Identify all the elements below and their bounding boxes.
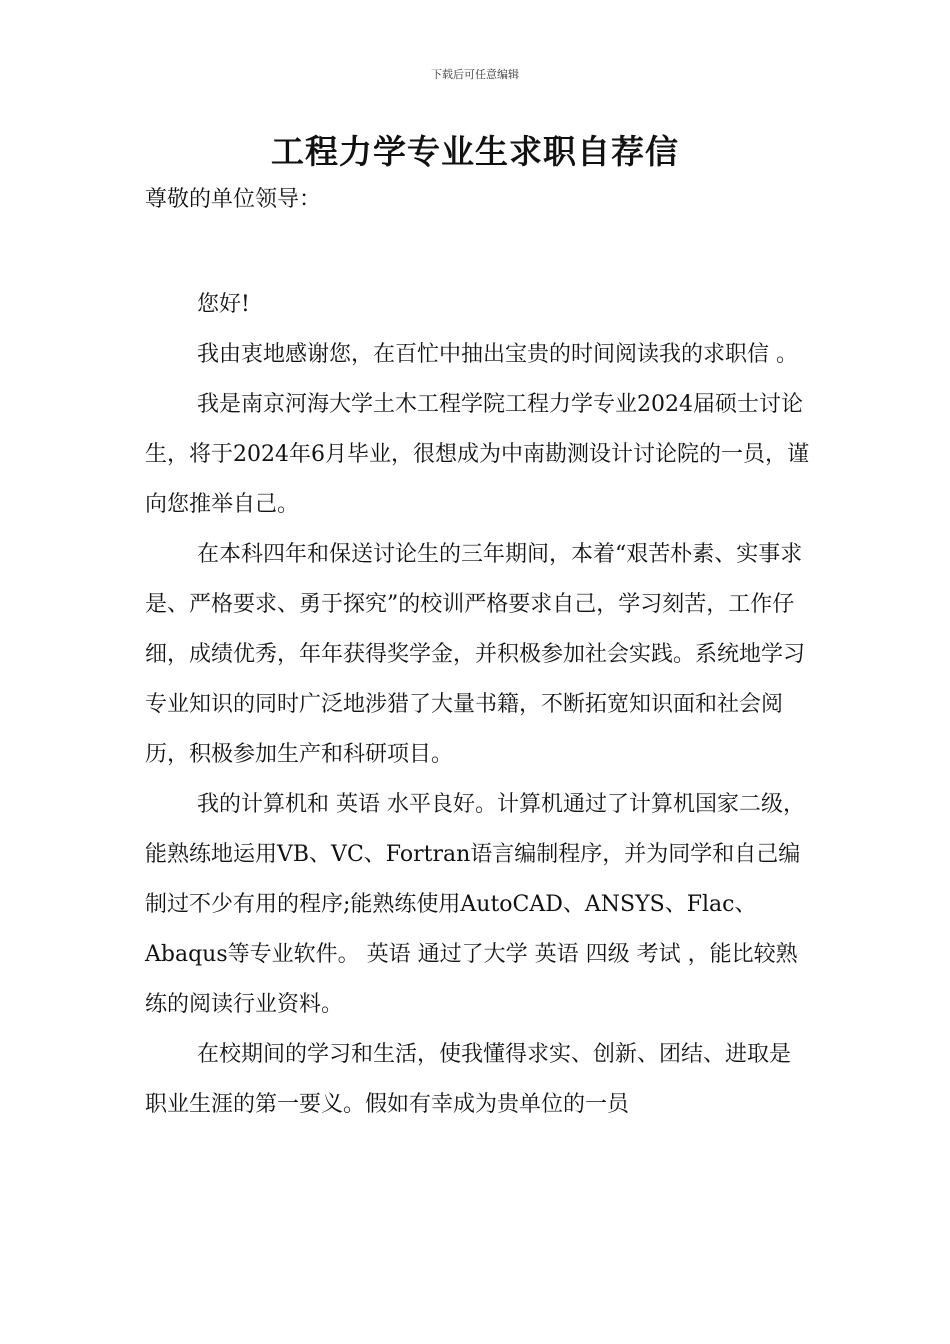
header-note: 下载后可任意编辑 (431, 68, 519, 81)
paragraph-introduction: 我是南京河海大学土木工程学院工程力学专业2024届硕士讨论生，将于2024年6月毕业，很想成为中南勘测设计讨论院的一员，谨向您推举自己。 (145, 392, 809, 517)
paragraph-thanks: 我由衷地感谢您，在百忙中抽出宝贵的时间阅读我的求职信 。 (197, 342, 798, 367)
letter-body (145, 180, 810, 1130)
paragraph-greeting: 您好! (197, 292, 250, 317)
paragraph-closing: 在校期间的学习和生活，使我懂得求实、创新、团结、进取是职业生涯的第一要义。假如有幸成为贵单位的一员 (145, 1042, 792, 1117)
document-title: 工程力学专业生求职自荐信 (271, 132, 679, 171)
salutation: 尊敬的单位领导： (145, 187, 322, 212)
paragraph-study: 在本科四年和保送讨论生的三年期间，本着“艰苦朴素、实事求是、严格要求、勇于探究”的校训严格要求自己，学习刻苦，工作仔细，成绩优秀，年年获得奖学金，并积极参加社会实践。系统地学习专业知识的同时广泛地涉猎了大量书籍，不断拓宽知识面和社会阅历，积极参加生产和科研项目。 (145, 542, 806, 767)
paragraph-skills: 我的计算机和 英语 水平良好。计算机通过了计算机国家二级，能熟练地运用VB、VC、Fortran语言编制程序，并为同学和自己编制过不少有用的程序;能熟练使用AutoCAD、ANSYS、Flac、Abaqus等专业软件。 英语 通过了大学 英语 四级 考试 ，能比较熟练的阅读行业资料。 (145, 792, 805, 1017)
